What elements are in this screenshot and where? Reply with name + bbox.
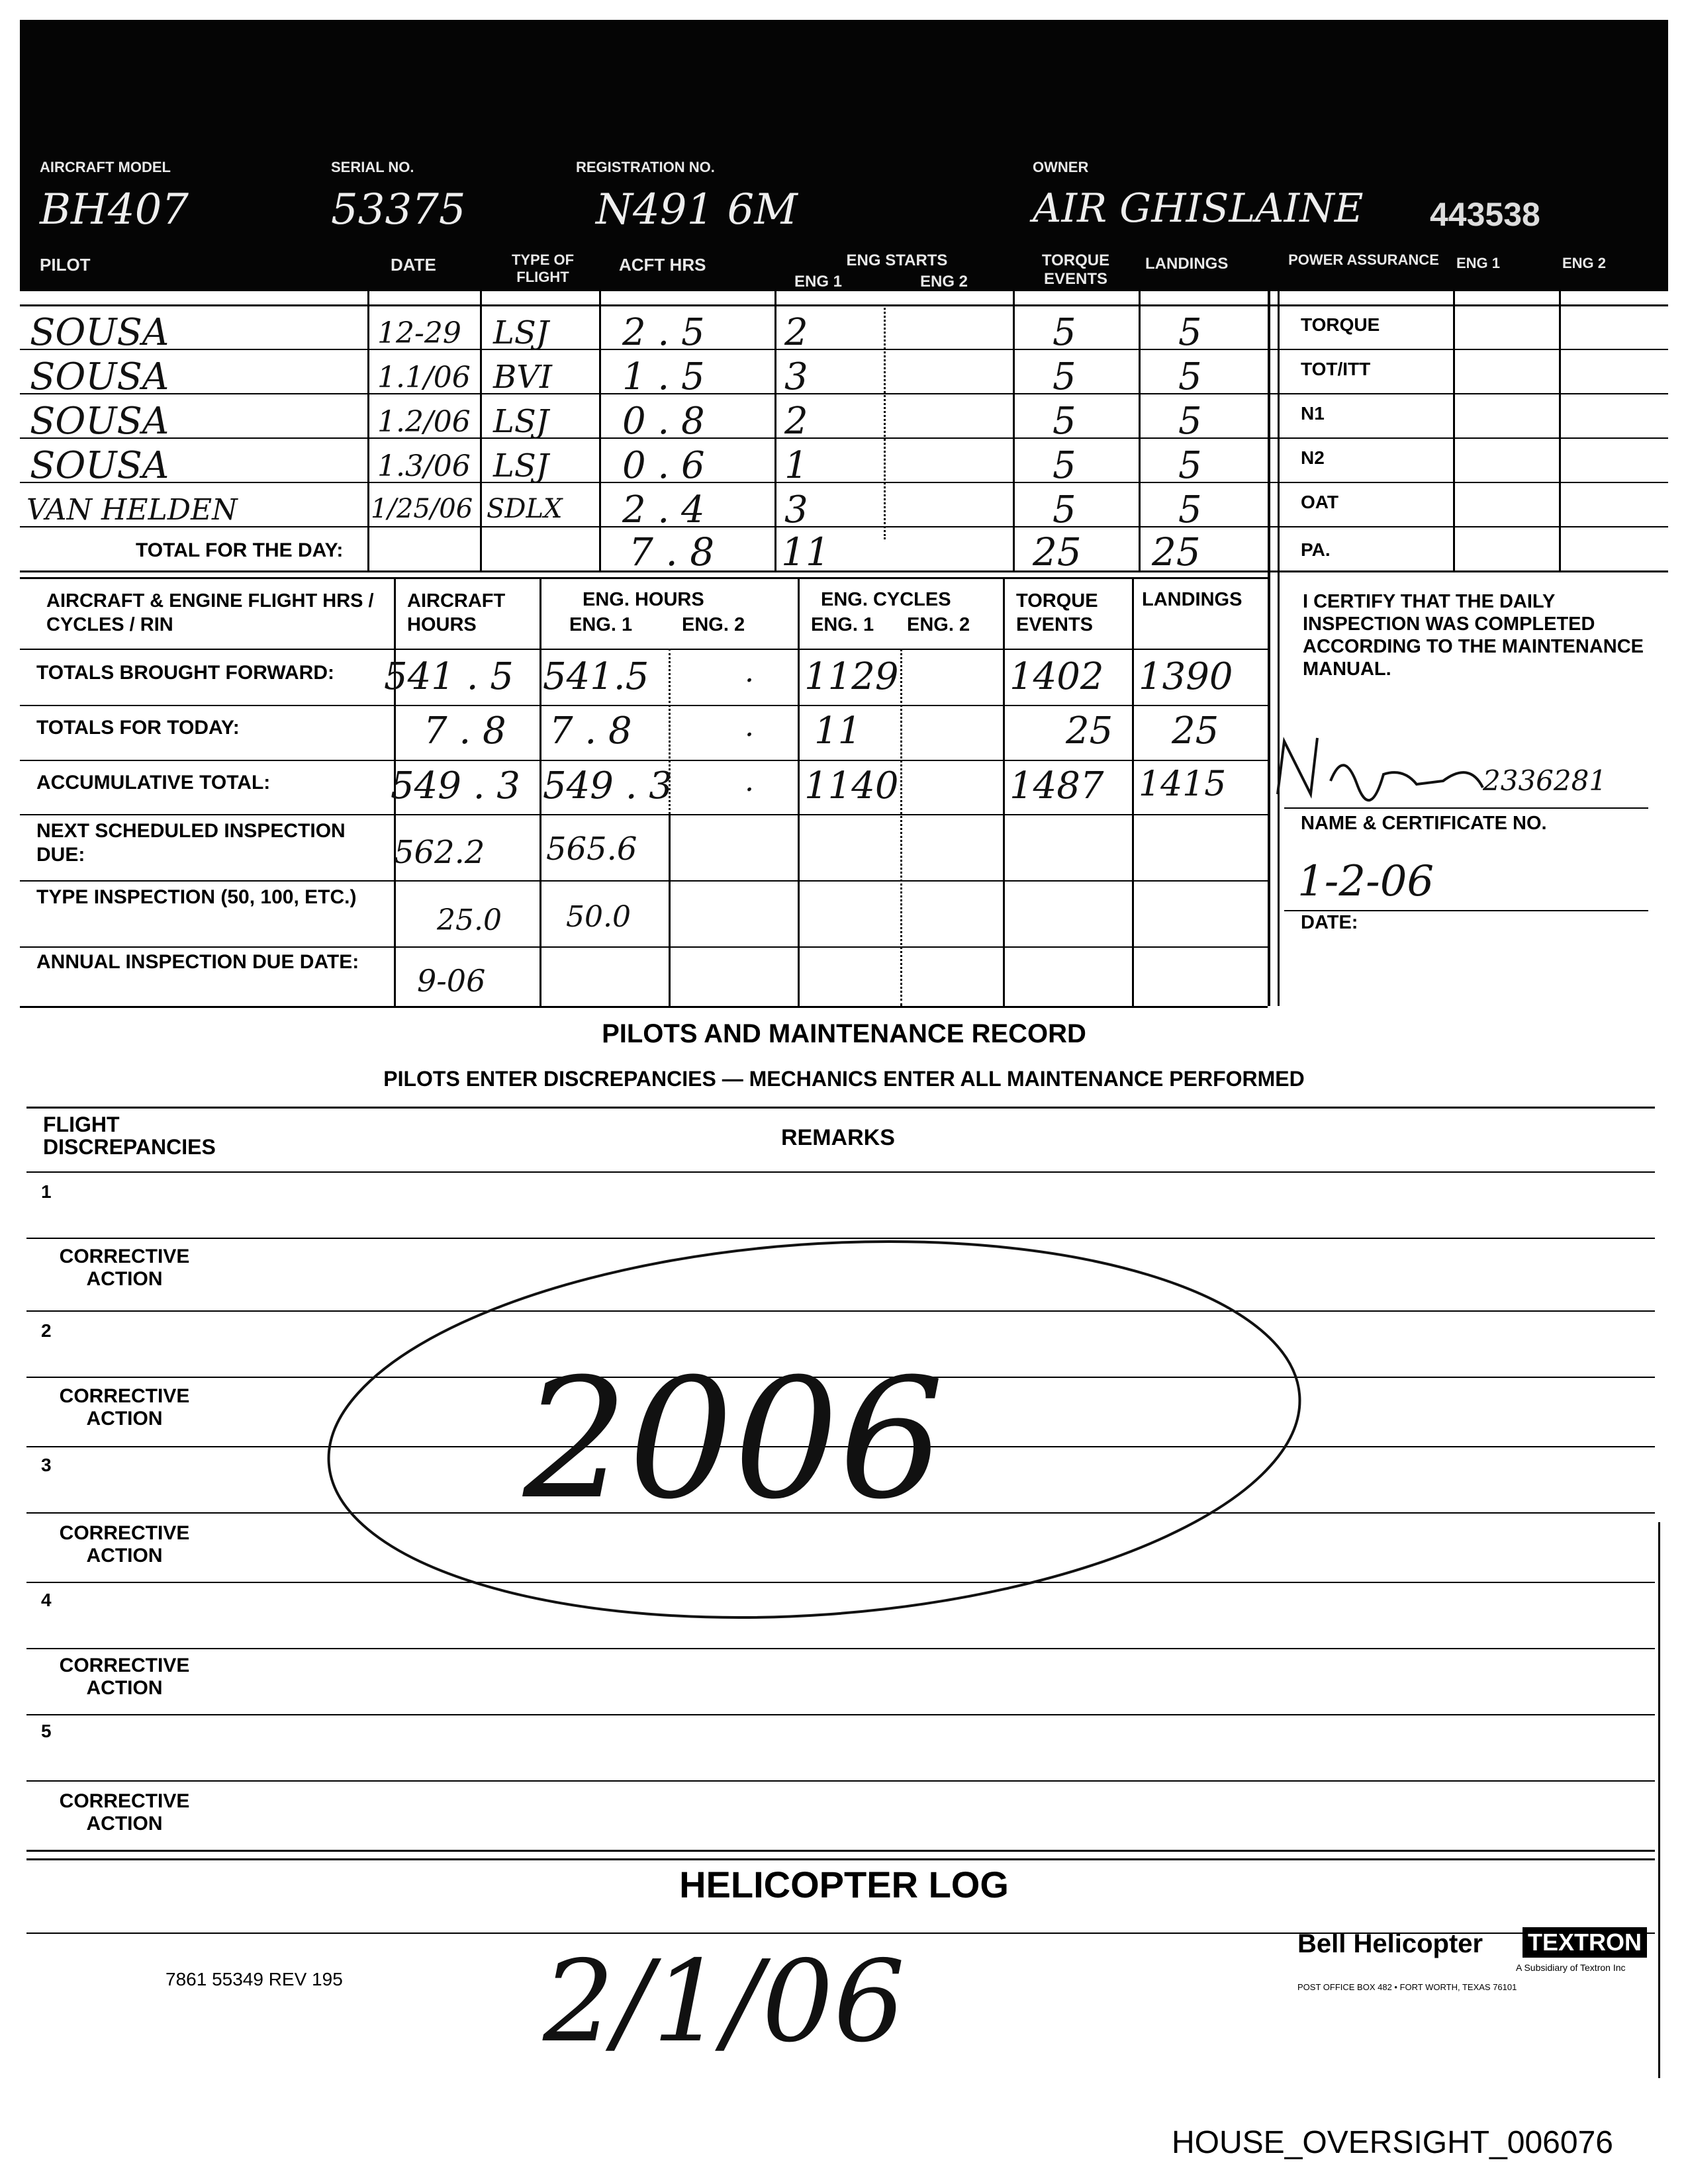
col-eng-starts: ENG STARTS: [846, 251, 948, 269]
eh2-cell: .: [745, 655, 754, 689]
registration-caption: REGISTRATION NO.: [576, 159, 715, 175]
row-label: TYPE INSPECTION (50, 100, ETC.): [36, 886, 357, 908]
col-eng1: ENG 1: [794, 273, 843, 291]
date-cell: 12-29: [377, 316, 461, 350]
helicopter-log-title: HELICOPTER LOG: [679, 1864, 1009, 1905]
aircraft-model-caption: AIRCRAFT MODEL: [40, 159, 171, 175]
col-acft-hrs: ACFT HRS: [619, 255, 706, 275]
total-torque: 25: [1033, 529, 1082, 574]
type-cell: LSJ: [493, 447, 549, 484]
col-type: TYPE OF FLIGHT: [511, 251, 575, 285]
type-cell: LSJ: [493, 314, 549, 351]
type-cell: SDLX: [487, 494, 563, 524]
torque-cell: 5: [1053, 444, 1076, 487]
eng1-cell: 3: [784, 355, 808, 398]
totals-header-landings: LANDINGS: [1142, 589, 1243, 610]
totals-header-label: AIRCRAFT & ENGINE FLIGHT HRS / CYCLES / RIN: [46, 590, 374, 635]
landings-cell: 5: [1178, 488, 1202, 531]
totals-header-ec-eng1: ENG. 1: [811, 614, 874, 635]
date-cell: 1/25/06: [371, 494, 473, 524]
certify-text: I CERTIFY THAT THE DAILY INSPECTION WAS COMPLETED ACCORDING TO THE MAINTENANCE MANUAL.: [1303, 591, 1644, 680]
row-label: ACCUMULATIVE TOTAL:: [36, 772, 271, 794]
corrective-action-2: CORRECTIVE ACTION: [59, 1385, 190, 1430]
acft-cell: 7 . 8: [424, 709, 506, 752]
col-landings: LANDINGS: [1145, 255, 1229, 273]
col-pa-eng2: ENG 2: [1562, 255, 1607, 271]
totals-header-ec-eng2: ENG. 2: [907, 614, 970, 635]
torque-cell: 1402: [1009, 655, 1104, 698]
pilot-cell: SOUSA: [30, 444, 169, 487]
handwritten-date: 2/1/06: [543, 1936, 906, 2068]
discrepancy-4: 4: [41, 1590, 52, 1610]
serial-caption: SERIAL NO.: [331, 159, 414, 175]
pa-n1: N1: [1301, 403, 1325, 424]
totals-header-torque: TORQUE EVENTS: [1016, 590, 1098, 635]
torque-cell: 5: [1053, 400, 1076, 443]
textron-logo: TEXTRON: [1523, 1927, 1647, 1958]
torque-cell: 5: [1053, 355, 1076, 398]
date-cell: 1.2/06: [377, 405, 471, 439]
type-cell: BVI: [493, 359, 552, 396]
eh1-cell: 50.0: [566, 900, 631, 934]
total-label: TOTAL FOR THE DAY:: [136, 539, 344, 561]
pa-n2: N2: [1301, 447, 1325, 468]
owner-code: 443538: [1430, 196, 1540, 233]
total-hrs: 7 . 8: [629, 529, 715, 574]
hrs-cell: 1 . 5: [622, 355, 705, 398]
hrs-cell: 2 . 5: [622, 311, 705, 354]
record-subtitle: PILOTS ENTER DISCREPANCIES — MECHANICS ENTER ALL MAINTENANCE PERFORMED: [383, 1067, 1305, 1091]
row-label: TOTALS FOR TODAY:: [36, 717, 240, 739]
col-torque: TORQUE EVENTS: [1041, 251, 1110, 288]
corrective-action-4: CORRECTIVE ACTION: [59, 1655, 190, 1699]
col-pa-eng1: ENG 1: [1456, 255, 1501, 271]
pa-torque: TORQUE: [1301, 314, 1380, 335]
landings-cell: 5: [1178, 355, 1202, 398]
row-label: TOTALS BROUGHT FORWARD:: [36, 662, 334, 684]
corrective-action-3: CORRECTIVE ACTION: [59, 1522, 190, 1567]
certify-date-value: 1-2-06: [1297, 857, 1434, 906]
col-power-assurance: POWER ASSURANCE: [1288, 251, 1439, 268]
hrs-cell: 0 . 8: [622, 400, 705, 443]
landings-cell: 5: [1178, 444, 1202, 487]
totals-header-eh-eng2: ENG. 2: [682, 614, 745, 635]
torque-cell: 25: [1066, 709, 1113, 752]
registration-value: N491 6M: [596, 185, 798, 234]
col-pilot: PILOT: [40, 255, 91, 275]
pilot-cell: SOUSA: [30, 355, 169, 398]
discrepancy-3: 3: [41, 1455, 52, 1475]
landings-cell: 25: [1172, 709, 1219, 752]
col-eng2: ENG 2: [920, 273, 968, 291]
pilot-cell: SOUSA: [30, 311, 169, 354]
remarks-label: REMARKS: [781, 1125, 895, 1150]
landings-cell: 5: [1178, 400, 1202, 443]
circled-year: 2006: [523, 1343, 945, 1535]
owner-caption: OWNER: [1033, 159, 1089, 175]
type-cell: LSJ: [493, 403, 549, 440]
discrepancy-1: 1: [41, 1181, 52, 1202]
eng1-cell: 2: [784, 311, 808, 354]
col-date: DATE: [391, 255, 436, 275]
certify-date-label: DATE:: [1301, 912, 1358, 933]
pilot-cell: SOUSA: [30, 400, 169, 443]
ec1-cell: 11: [814, 709, 862, 752]
discrepancy-2: 2: [41, 1320, 52, 1341]
total-landings: 25: [1152, 529, 1201, 574]
pa-tot-itt: TOT/ITT: [1301, 359, 1371, 379]
eh1-cell: 7 . 8: [549, 709, 632, 752]
hrs-cell: 0 . 6: [622, 444, 705, 487]
pa-oat: OAT: [1301, 492, 1339, 512]
brand-subsidiary: A Subsidiary of Textron Inc: [1516, 1962, 1626, 1973]
eh1-cell: 549 . 3: [543, 764, 673, 807]
landings-cell: 1390: [1139, 655, 1233, 698]
acft-cell: 549 . 3: [391, 764, 520, 807]
torque-cell: 1487: [1009, 764, 1104, 807]
serial-value: 53375: [331, 185, 466, 234]
eh2-cell: .: [745, 764, 754, 798]
eng1-cell: 1: [784, 444, 808, 487]
total-eng1: 11: [781, 529, 830, 574]
acft-cell: 9-06: [417, 963, 486, 999]
totals-header-aircraft-hours: AIRCRAFT HOURS: [407, 590, 506, 635]
acft-cell: 541 . 5: [384, 655, 514, 698]
flight-discrepancies-label: FLIGHT DISCREPANCIES: [43, 1113, 216, 1159]
corrective-action-5: CORRECTIVE ACTION: [59, 1790, 190, 1835]
totals-header-eng-hours: ENG. HOURS: [583, 589, 704, 610]
header-band: [20, 20, 1668, 291]
certificate-number: 2336281: [1483, 764, 1607, 797]
eng1-cell: 3: [784, 488, 808, 531]
owner-value: AIR GHISLAINE: [1033, 185, 1364, 232]
pilot-cell: VAN HELDEN: [26, 493, 238, 527]
eh2-cell: .: [745, 709, 754, 743]
totals-header-eh-eng1: ENG. 1: [569, 614, 633, 635]
name-cert-label: NAME & CERTIFICATE NO.: [1301, 813, 1547, 834]
ec1-cell: 1129: [804, 655, 899, 698]
corrective-action-1: CORRECTIVE ACTION: [59, 1246, 190, 1290]
brand-address: POST OFFICE BOX 482 • FORT WORTH, TEXAS 76101: [1297, 1982, 1517, 1992]
acft-cell: 562.2: [394, 834, 485, 871]
landings-cell: 5: [1178, 311, 1202, 354]
date-cell: 1.3/06: [377, 449, 471, 483]
totals-header-eng-cycles: ENG. CYCLES: [821, 589, 951, 610]
hrs-cell: 2 . 4: [622, 488, 705, 531]
bell-brand: Bell Helicopter: [1297, 1929, 1483, 1958]
eh1-cell: 541.5: [543, 655, 649, 698]
eng1-cell: 2: [784, 400, 808, 443]
eh1-cell: 565.6: [546, 831, 637, 868]
pa-pa: PA.: [1301, 539, 1331, 560]
torque-cell: 5: [1053, 488, 1076, 531]
row-label: NEXT SCHEDULED INSPECTION DUE:: [36, 820, 346, 866]
row-label: ANNUAL INSPECTION DUE DATE:: [36, 951, 359, 973]
discrepancy-5: 5: [41, 1721, 52, 1741]
acft-cell: 25.0: [437, 903, 502, 937]
record-title: PILOTS AND MAINTENANCE RECORD: [602, 1019, 1086, 1048]
form-number: 7861 55349 REV 195: [165, 1969, 343, 1989]
landings-cell: 1415: [1139, 764, 1227, 804]
ec1-cell: 1140: [804, 764, 899, 807]
aircraft-model-value: BH407: [40, 185, 189, 234]
bates-number: HOUSE_OVERSIGHT_006076: [1172, 2125, 1613, 2160]
date-cell: 1.1/06: [377, 361, 471, 394]
torque-cell: 5: [1053, 311, 1076, 354]
